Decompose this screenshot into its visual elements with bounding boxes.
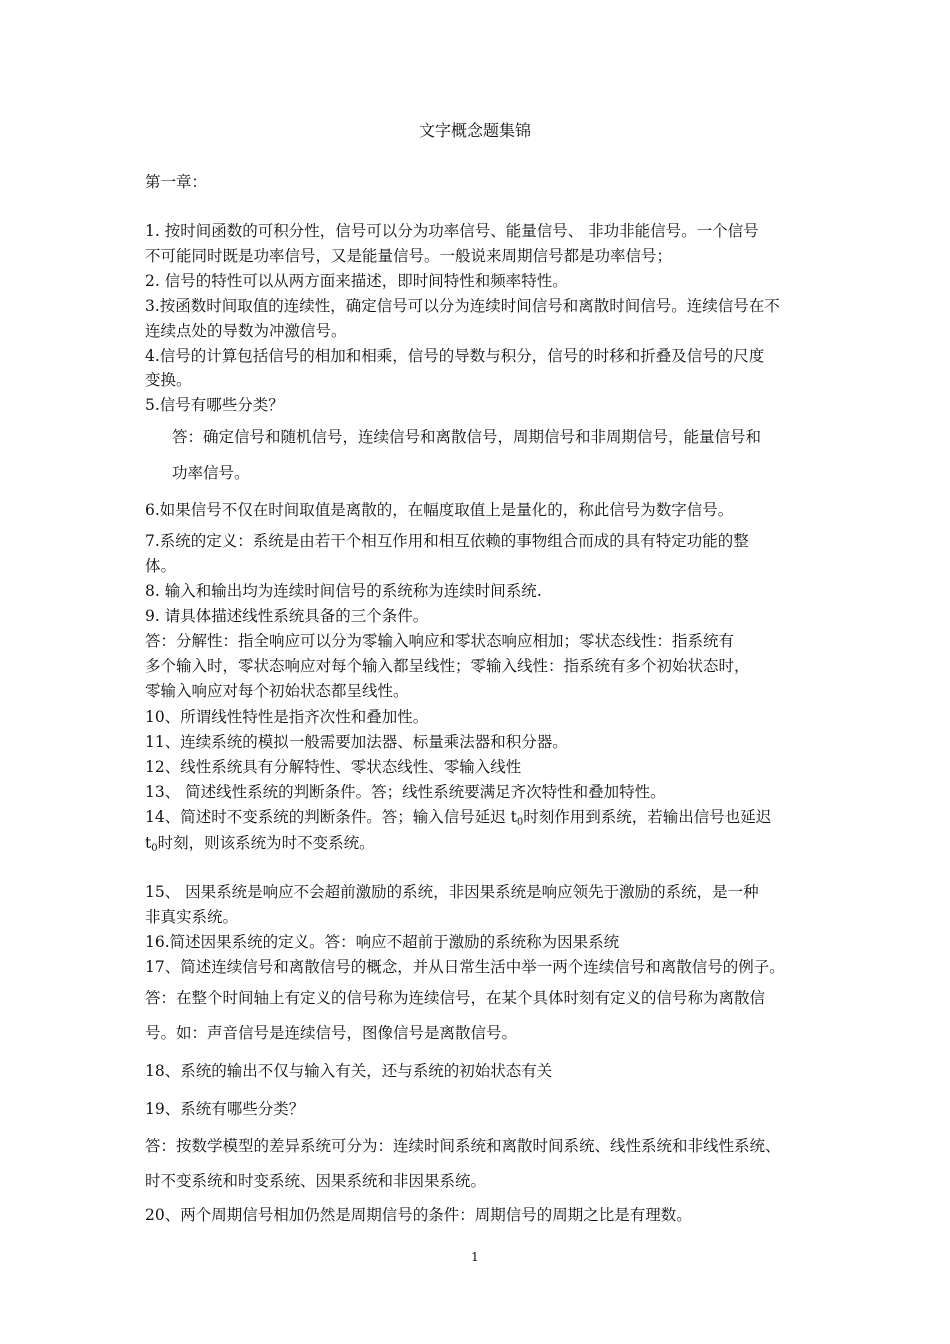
text-line-with-subscript — [145, 831, 375, 854]
text-line: 号。如：声音信号是连续信号，图像信号是离散信号。 — [145, 1024, 518, 1042]
text-line: 变换。 — [145, 371, 192, 389]
page-number: 1 — [471, 1250, 479, 1264]
chapter-heading: 第一章： — [145, 173, 208, 191]
text-line: 4.信号的计算包括信号的相加和相乘，信号的导数与积分，信号的时移和折叠及信号的尺度 — [145, 347, 765, 365]
text-line-with-subscript — [145, 805, 771, 828]
text-line: 不可能同时既是功率信号，又是能量信号。一般说来周期信号都是功率信号； — [145, 247, 673, 265]
answer-line: 答：确定信号和随机信号，连续信号和离散信号，周期信号和非周期信号，能量信号和 — [172, 428, 762, 446]
doc-title: 文字概念题集锦 — [418, 121, 531, 140]
text-line: 15、 因果系统是响应不会超前激励的系统，非因果系统是响应领先于激励的系统，是一种 — [145, 883, 759, 901]
text-line: 6.如果信号不仅在时间取值是离散的，在幅度取值上是量化的，称此信号为数字信号。 — [145, 501, 734, 519]
text-line: 答：分解性：指全响应可以分为零输入响应和零状态响应相加；零状态线性：指系统有 — [145, 632, 735, 650]
text-line: 19、系统有哪些分类？ — [145, 1100, 305, 1118]
text-line: 17、简述连续信号和离散信号的概念，并从日常生活中举一两个连续信号和离散信号的例子。 — [145, 958, 785, 976]
text-fragment: 时刻，则该系统为时不变系统。 — [157, 834, 375, 852]
text-line: 7.系统的定义：系统是由若干个相互作用和相互依赖的事物组合而成的具有特定功能的整 — [145, 532, 749, 550]
text-line: 1. 按时间函数的可积分性，信号可以分为功率信号、能量信号、 非功非能信号。一个信号 — [145, 222, 759, 240]
text-line: 16.简述因果系统的定义。答：响应不超前于激励的系统称为因果系统 — [145, 933, 620, 951]
text-line: 11、连续系统的模拟一般需要加法器、标量乘法器和积分器。 — [145, 733, 568, 751]
text-line: 18、系统的输出不仅与输入有关，还与系统的初始状态有关 — [145, 1062, 553, 1080]
text-fragment: 时刻作用到系统，若输出信号也延迟 — [523, 808, 772, 826]
text-line: 5.信号有哪些分类？ — [145, 396, 284, 414]
text-line: 3.按函数时间取值的连续性，确定信号可以分为连续时间信号和离散时间信号。连续信号在不 — [145, 297, 780, 315]
text-line: 答：在整个时间轴上有定义的信号称为连续信号，在某个具体时刻有定义的信号称为离散信 — [145, 989, 766, 1007]
text-line: 12、线性系统具有分解特性、零状态线性、零输入线性 — [145, 758, 522, 776]
text-line: 零输入响应对每个初始状态都呈线性。 — [145, 682, 409, 700]
text-line: 多个输入时，零状态响应对每个输入都呈线性；零输入线性：指系统有多个初始状态时， — [145, 657, 750, 675]
text-line: 9. 请具体描述线性系统具备的三个条件。 — [145, 607, 429, 625]
text-line: 答：按数学模型的差异系统可分为：连续时间系统和离散时间系统、线性系统和非线性系统、 — [145, 1137, 781, 1155]
text-line: 8. 输入和输出均为连续时间信号的系统称为连续时间系统. — [145, 582, 542, 600]
text-line: 体。 — [145, 557, 177, 575]
subscript: 0 — [151, 843, 158, 854]
subscript: 0 — [516, 817, 524, 828]
text-line: 20、两个周期信号相加仍然是周期信号的条件：周期信号的周期之比是有理数。 — [145, 1206, 692, 1224]
answer-line: 功率信号。 — [172, 464, 250, 482]
text-line: 非真实系统。 — [145, 908, 239, 926]
text-line: 连续点处的导数为冲激信号。 — [145, 322, 347, 340]
text-fragment: 14、简述时不变系统的判断条件。答；输入信号延迟 t — [145, 808, 517, 826]
text-line: 时不变系统和时变系统、因果系统和非因果系统。 — [145, 1172, 487, 1190]
text-line: 2. 信号的特性可以从两方面来描述，即时间特性和频率特性。 — [145, 272, 568, 290]
text-line: 13、 简述线性系统的判断条件。答；线性系统要满足齐次特性和叠加特性。 — [145, 783, 666, 801]
text-line: 10、所谓线性特性是指齐次性和叠加性。 — [145, 708, 429, 726]
text-fragment: t — [145, 834, 152, 852]
